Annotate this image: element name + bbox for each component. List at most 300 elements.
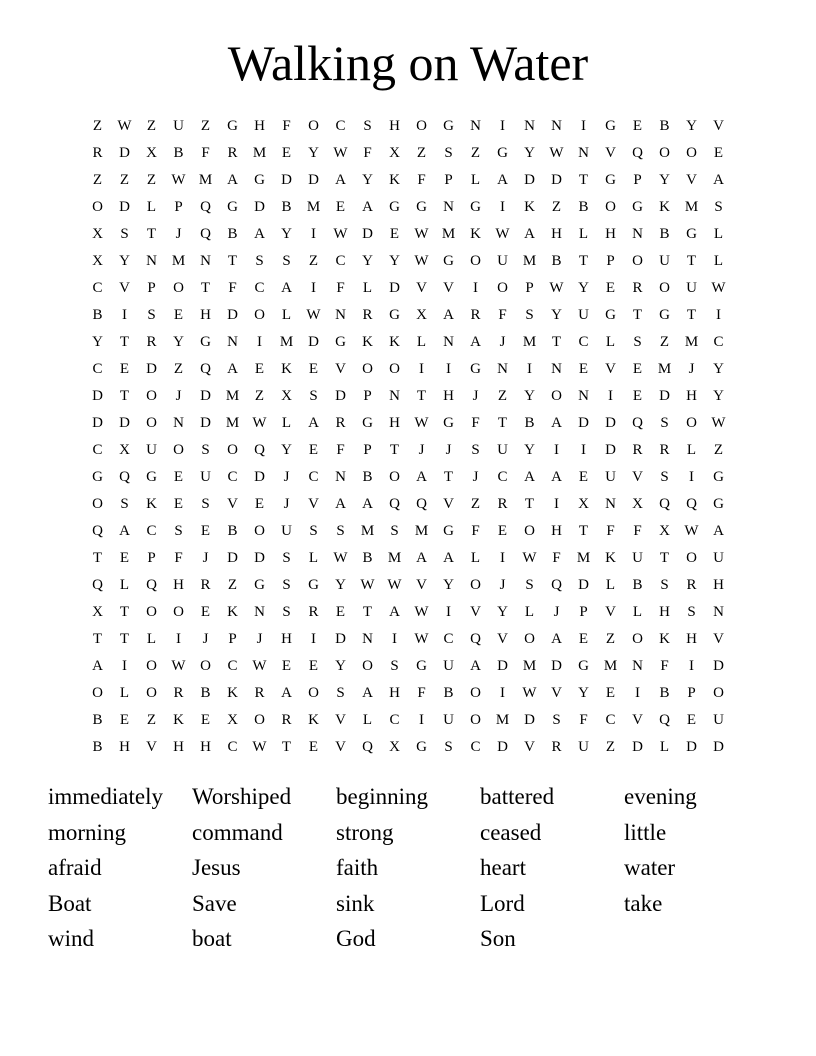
grid-cell[interactable]: C: [227, 658, 238, 674]
grid-cell[interactable]: C: [254, 280, 265, 296]
grid-cell[interactable]: I: [689, 658, 694, 674]
grid-cell[interactable]: T: [146, 226, 157, 242]
grid-cell[interactable]: O: [497, 280, 508, 296]
grid-cell[interactable]: D: [335, 631, 346, 647]
grid-cell[interactable]: J: [688, 361, 695, 377]
grid-cell[interactable]: M: [657, 361, 672, 377]
grid-cell[interactable]: L: [416, 334, 427, 350]
grid-cell[interactable]: M: [522, 253, 537, 269]
grid-cell[interactable]: I: [581, 118, 586, 134]
grid-cell[interactable]: C: [227, 469, 238, 485]
grid-cell[interactable]: W: [414, 631, 429, 647]
grid-cell[interactable]: D: [308, 172, 319, 188]
grid-cell[interactable]: V: [686, 172, 697, 188]
grid-cell[interactable]: H: [173, 577, 184, 593]
grid-cell[interactable]: B: [362, 550, 373, 566]
grid-cell[interactable]: J: [472, 388, 479, 404]
grid-cell[interactable]: J: [418, 442, 425, 458]
grid-cell[interactable]: F: [201, 145, 210, 161]
grid-cell[interactable]: D: [713, 658, 724, 674]
grid-cell[interactable]: D: [92, 388, 103, 404]
grid-cell[interactable]: W: [495, 226, 510, 242]
grid-cell[interactable]: P: [525, 280, 534, 296]
grid-cell[interactable]: T: [416, 388, 427, 404]
grid-cell[interactable]: F: [498, 307, 507, 323]
grid-cell[interactable]: V: [605, 145, 616, 161]
grid-cell[interactable]: J: [202, 631, 209, 647]
grid-cell[interactable]: K: [227, 604, 238, 620]
grid-cell[interactable]: G: [605, 172, 616, 188]
grid-cell[interactable]: D: [119, 145, 130, 161]
grid-cell[interactable]: Q: [200, 199, 211, 215]
grid-cell[interactable]: Q: [146, 577, 157, 593]
grid-cell[interactable]: S: [336, 523, 345, 539]
grid-cell[interactable]: B: [443, 685, 454, 701]
grid-cell[interactable]: Z: [470, 145, 481, 161]
grid-cell[interactable]: C: [227, 739, 238, 755]
grid-cell[interactable]: W: [414, 226, 429, 242]
grid-cell[interactable]: M: [225, 388, 240, 404]
grid-cell[interactable]: Q: [659, 712, 670, 728]
grid-cell[interactable]: B: [632, 577, 643, 593]
grid-cell[interactable]: O: [146, 415, 157, 431]
grid-cell[interactable]: E: [335, 199, 346, 215]
grid-cell[interactable]: O: [659, 280, 670, 296]
grid-cell[interactable]: B: [92, 307, 103, 323]
grid-cell[interactable]: D: [632, 739, 643, 755]
grid-cell[interactable]: S: [282, 577, 291, 593]
grid-cell[interactable]: G: [200, 334, 211, 350]
grid-cell[interactable]: B: [659, 685, 670, 701]
grid-cell[interactable]: T: [92, 631, 103, 647]
grid-cell[interactable]: D: [281, 172, 292, 188]
grid-cell[interactable]: O: [227, 442, 238, 458]
grid-cell[interactable]: D: [227, 550, 238, 566]
grid-cell[interactable]: G: [416, 739, 427, 755]
grid-cell[interactable]: I: [527, 361, 532, 377]
grid-cell[interactable]: N: [578, 145, 589, 161]
grid-cell[interactable]: H: [551, 226, 562, 242]
grid-cell[interactable]: Q: [416, 496, 427, 512]
grid-cell[interactable]: J: [283, 496, 290, 512]
grid-cell[interactable]: M: [684, 334, 699, 350]
grid-cell[interactable]: O: [659, 145, 670, 161]
grid-cell[interactable]: D: [497, 658, 508, 674]
grid-cell[interactable]: Q: [200, 361, 211, 377]
grid-cell[interactable]: U: [497, 253, 508, 269]
grid-cell[interactable]: T: [524, 496, 535, 512]
grid-cell[interactable]: T: [551, 334, 562, 350]
grid-cell[interactable]: T: [686, 253, 697, 269]
grid-cell[interactable]: I: [608, 388, 613, 404]
grid-cell[interactable]: G: [578, 658, 589, 674]
grid-cell[interactable]: X: [389, 145, 400, 161]
grid-cell[interactable]: K: [362, 334, 373, 350]
grid-cell[interactable]: L: [281, 307, 292, 323]
grid-cell[interactable]: D: [227, 307, 238, 323]
grid-cell[interactable]: N: [443, 334, 454, 350]
grid-cell[interactable]: A: [335, 496, 346, 512]
grid-cell[interactable]: X: [92, 226, 103, 242]
grid-cell[interactable]: B: [227, 226, 238, 242]
grid-cell[interactable]: E: [119, 712, 130, 728]
grid-cell[interactable]: G: [605, 118, 616, 134]
grid-cell[interactable]: T: [362, 604, 373, 620]
grid-cell[interactable]: E: [686, 712, 697, 728]
grid-cell[interactable]: L: [632, 604, 643, 620]
grid-cell[interactable]: Z: [254, 388, 265, 404]
grid-cell[interactable]: D: [578, 577, 589, 593]
grid-cell[interactable]: O: [470, 253, 481, 269]
grid-cell[interactable]: K: [389, 172, 400, 188]
grid-cell[interactable]: P: [363, 388, 372, 404]
grid-cell[interactable]: S: [444, 739, 453, 755]
grid-cell[interactable]: I: [581, 442, 586, 458]
grid-cell[interactable]: K: [281, 361, 292, 377]
grid-cell[interactable]: S: [282, 550, 291, 566]
grid-cell[interactable]: A: [551, 469, 562, 485]
grid-cell[interactable]: A: [335, 172, 346, 188]
grid-cell[interactable]: E: [308, 658, 319, 674]
grid-cell[interactable]: N: [605, 496, 616, 512]
grid-cell[interactable]: E: [578, 631, 589, 647]
grid-cell[interactable]: N: [713, 604, 724, 620]
grid-cell[interactable]: E: [200, 523, 211, 539]
grid-cell[interactable]: D: [254, 199, 265, 215]
grid-cell[interactable]: L: [605, 577, 616, 593]
grid-cell[interactable]: F: [471, 415, 480, 431]
grid-cell[interactable]: E: [173, 496, 184, 512]
grid-cell[interactable]: F: [174, 550, 183, 566]
grid-cell[interactable]: L: [281, 415, 292, 431]
grid-cell[interactable]: T: [659, 550, 670, 566]
grid-cell[interactable]: P: [579, 604, 588, 620]
grid-cell[interactable]: Y: [281, 442, 292, 458]
grid-cell[interactable]: S: [120, 496, 129, 512]
grid-cell[interactable]: A: [254, 226, 265, 242]
grid-cell[interactable]: G: [632, 199, 643, 215]
grid-cell[interactable]: S: [120, 226, 129, 242]
grid-cell[interactable]: B: [281, 199, 292, 215]
grid-cell[interactable]: D: [362, 226, 373, 242]
grid-cell[interactable]: Y: [524, 145, 535, 161]
grid-cell[interactable]: W: [684, 523, 699, 539]
grid-cell[interactable]: O: [686, 415, 697, 431]
grid-cell[interactable]: S: [282, 604, 291, 620]
grid-cell[interactable]: X: [578, 496, 589, 512]
grid-cell[interactable]: V: [632, 469, 643, 485]
grid-cell[interactable]: S: [282, 253, 291, 269]
grid-cell[interactable]: Z: [659, 334, 670, 350]
grid-cell[interactable]: B: [173, 145, 184, 161]
grid-cell[interactable]: I: [689, 469, 694, 485]
grid-cell[interactable]: O: [470, 685, 481, 701]
grid-cell[interactable]: T: [443, 469, 454, 485]
grid-cell[interactable]: S: [147, 307, 156, 323]
grid-cell[interactable]: S: [552, 712, 561, 728]
grid-cell[interactable]: H: [713, 577, 724, 593]
grid-cell[interactable]: W: [252, 739, 267, 755]
grid-cell[interactable]: V: [416, 280, 427, 296]
grid-cell[interactable]: G: [227, 199, 238, 215]
grid-cell[interactable]: O: [416, 118, 427, 134]
grid-cell[interactable]: T: [119, 631, 130, 647]
grid-cell[interactable]: R: [659, 442, 670, 458]
grid-cell[interactable]: V: [227, 496, 238, 512]
letter-grid[interactable]: [84, 113, 732, 761]
grid-cell[interactable]: Y: [119, 253, 130, 269]
grid-cell[interactable]: G: [308, 577, 319, 593]
grid-cell[interactable]: E: [254, 496, 265, 512]
grid-cell[interactable]: P: [174, 199, 183, 215]
grid-cell[interactable]: G: [470, 361, 481, 377]
grid-cell[interactable]: U: [632, 550, 643, 566]
grid-cell[interactable]: R: [254, 685, 265, 701]
grid-cell[interactable]: Y: [443, 577, 454, 593]
grid-cell[interactable]: Z: [200, 118, 211, 134]
grid-cell[interactable]: Q: [92, 577, 103, 593]
grid-cell[interactable]: K: [389, 334, 400, 350]
grid-cell[interactable]: N: [443, 199, 454, 215]
grid-cell[interactable]: Y: [281, 226, 292, 242]
grid-cell[interactable]: T: [389, 442, 400, 458]
grid-cell[interactable]: G: [389, 307, 400, 323]
grid-cell[interactable]: E: [173, 307, 184, 323]
grid-cell[interactable]: X: [416, 307, 427, 323]
grid-cell[interactable]: T: [119, 604, 130, 620]
grid-cell[interactable]: O: [524, 523, 535, 539]
grid-cell[interactable]: S: [633, 334, 642, 350]
grid-cell[interactable]: O: [389, 361, 400, 377]
grid-cell[interactable]: G: [335, 334, 346, 350]
grid-cell[interactable]: A: [227, 172, 238, 188]
grid-cell[interactable]: Y: [497, 604, 508, 620]
grid-cell[interactable]: B: [227, 523, 238, 539]
grid-cell[interactable]: D: [254, 469, 265, 485]
grid-cell[interactable]: U: [578, 307, 589, 323]
grid-cell[interactable]: A: [524, 469, 535, 485]
grid-cell[interactable]: V: [146, 739, 157, 755]
grid-cell[interactable]: W: [333, 550, 348, 566]
grid-cell[interactable]: Y: [335, 658, 346, 674]
grid-cell[interactable]: I: [500, 550, 505, 566]
grid-cell[interactable]: B: [659, 118, 670, 134]
grid-cell[interactable]: X: [227, 712, 238, 728]
grid-cell[interactable]: E: [281, 658, 292, 674]
grid-cell[interactable]: U: [659, 253, 670, 269]
grid-cell[interactable]: I: [311, 631, 316, 647]
grid-cell[interactable]: E: [308, 739, 319, 755]
grid-cell[interactable]: J: [202, 550, 209, 566]
grid-cell[interactable]: F: [363, 145, 372, 161]
grid-cell[interactable]: T: [686, 307, 697, 323]
grid-cell[interactable]: W: [414, 253, 429, 269]
grid-cell[interactable]: W: [117, 118, 132, 134]
grid-cell[interactable]: A: [362, 685, 373, 701]
grid-cell[interactable]: L: [119, 685, 130, 701]
grid-cell[interactable]: C: [605, 712, 616, 728]
grid-cell[interactable]: D: [119, 415, 130, 431]
grid-cell[interactable]: I: [311, 280, 316, 296]
grid-cell[interactable]: C: [470, 739, 481, 755]
grid-cell[interactable]: J: [445, 442, 452, 458]
grid-cell[interactable]: E: [308, 442, 319, 458]
grid-cell[interactable]: D: [659, 388, 670, 404]
grid-cell[interactable]: F: [471, 523, 480, 539]
grid-cell[interactable]: A: [281, 280, 292, 296]
grid-cell[interactable]: V: [335, 361, 346, 377]
grid-cell[interactable]: Z: [551, 199, 562, 215]
grid-cell[interactable]: S: [390, 523, 399, 539]
grid-cell[interactable]: N: [578, 388, 589, 404]
grid-cell[interactable]: I: [122, 658, 127, 674]
grid-cell[interactable]: K: [470, 226, 481, 242]
grid-cell[interactable]: S: [174, 523, 183, 539]
grid-cell[interactable]: D: [551, 172, 562, 188]
grid-cell[interactable]: I: [446, 361, 451, 377]
grid-cell[interactable]: W: [252, 415, 267, 431]
grid-cell[interactable]: O: [308, 685, 319, 701]
grid-cell[interactable]: A: [362, 199, 373, 215]
grid-cell[interactable]: L: [470, 172, 481, 188]
grid-cell[interactable]: H: [281, 631, 292, 647]
grid-cell[interactable]: W: [549, 280, 564, 296]
grid-cell[interactable]: Y: [524, 442, 535, 458]
grid-cell[interactable]: D: [605, 442, 616, 458]
grid-cell[interactable]: O: [470, 712, 481, 728]
grid-cell[interactable]: L: [713, 226, 724, 242]
grid-cell[interactable]: W: [522, 550, 537, 566]
grid-cell[interactable]: Z: [146, 118, 157, 134]
grid-cell[interactable]: W: [414, 604, 429, 620]
grid-cell[interactable]: P: [147, 280, 156, 296]
grid-cell[interactable]: Y: [686, 118, 697, 134]
grid-cell[interactable]: E: [308, 361, 319, 377]
grid-cell[interactable]: U: [443, 658, 454, 674]
grid-cell[interactable]: X: [92, 253, 103, 269]
grid-cell[interactable]: G: [416, 199, 427, 215]
grid-cell[interactable]: I: [554, 442, 559, 458]
grid-cell[interactable]: A: [389, 604, 400, 620]
grid-cell[interactable]: Z: [227, 577, 238, 593]
grid-cell[interactable]: J: [499, 577, 506, 593]
grid-cell[interactable]: P: [633, 172, 642, 188]
grid-cell[interactable]: V: [416, 577, 427, 593]
grid-cell[interactable]: L: [362, 280, 373, 296]
grid-cell[interactable]: A: [443, 550, 454, 566]
grid-cell[interactable]: G: [497, 145, 508, 161]
grid-cell[interactable]: G: [146, 469, 157, 485]
grid-cell[interactable]: O: [362, 658, 373, 674]
grid-cell[interactable]: K: [146, 496, 157, 512]
grid-cell[interactable]: F: [660, 658, 669, 674]
grid-cell[interactable]: T: [92, 550, 103, 566]
grid-cell[interactable]: G: [443, 253, 454, 269]
grid-cell[interactable]: L: [362, 712, 373, 728]
grid-cell[interactable]: A: [713, 523, 724, 539]
grid-cell[interactable]: B: [524, 415, 535, 431]
grid-cell[interactable]: O: [605, 199, 616, 215]
grid-cell[interactable]: O: [551, 388, 562, 404]
grid-cell[interactable]: G: [470, 199, 481, 215]
grid-cell[interactable]: Y: [362, 172, 373, 188]
grid-cell[interactable]: C: [146, 523, 157, 539]
grid-cell[interactable]: M: [279, 334, 294, 350]
grid-cell[interactable]: O: [146, 604, 157, 620]
grid-cell[interactable]: Q: [551, 577, 562, 593]
grid-cell[interactable]: L: [119, 577, 130, 593]
grid-cell[interactable]: A: [281, 685, 292, 701]
grid-cell[interactable]: R: [227, 145, 238, 161]
grid-cell[interactable]: J: [472, 469, 479, 485]
grid-cell[interactable]: Y: [524, 388, 535, 404]
grid-cell[interactable]: M: [252, 145, 267, 161]
grid-cell[interactable]: G: [686, 226, 697, 242]
grid-cell[interactable]: Y: [92, 334, 103, 350]
grid-cell[interactable]: Q: [119, 469, 130, 485]
grid-cell[interactable]: N: [497, 361, 508, 377]
grid-cell[interactable]: Z: [308, 253, 319, 269]
grid-cell[interactable]: N: [200, 253, 211, 269]
grid-cell[interactable]: I: [554, 496, 559, 512]
grid-cell[interactable]: C: [92, 442, 103, 458]
grid-cell[interactable]: D: [308, 334, 319, 350]
grid-cell[interactable]: M: [441, 226, 456, 242]
grid-cell[interactable]: G: [659, 307, 670, 323]
grid-cell[interactable]: O: [686, 550, 697, 566]
grid-cell[interactable]: F: [633, 523, 642, 539]
grid-cell[interactable]: W: [333, 226, 348, 242]
grid-cell[interactable]: I: [500, 685, 505, 701]
grid-cell[interactable]: Z: [713, 442, 724, 458]
grid-cell[interactable]: Q: [632, 145, 643, 161]
grid-cell[interactable]: D: [686, 739, 697, 755]
grid-cell[interactable]: O: [632, 253, 643, 269]
grid-cell[interactable]: U: [713, 712, 724, 728]
grid-cell[interactable]: T: [281, 739, 292, 755]
grid-cell[interactable]: W: [171, 172, 186, 188]
grid-cell[interactable]: E: [605, 685, 616, 701]
grid-cell[interactable]: W: [711, 280, 726, 296]
grid-cell[interactable]: R: [497, 496, 508, 512]
grid-cell[interactable]: B: [551, 253, 562, 269]
grid-cell[interactable]: H: [686, 631, 697, 647]
grid-cell[interactable]: L: [146, 199, 157, 215]
grid-cell[interactable]: P: [363, 442, 372, 458]
grid-cell[interactable]: Z: [497, 388, 508, 404]
grid-cell[interactable]: Z: [119, 172, 130, 188]
grid-cell[interactable]: A: [416, 550, 427, 566]
grid-cell[interactable]: N: [335, 469, 346, 485]
grid-cell[interactable]: K: [227, 685, 238, 701]
grid-cell[interactable]: O: [146, 388, 157, 404]
grid-cell[interactable]: M: [495, 712, 510, 728]
grid-cell[interactable]: R: [335, 415, 346, 431]
grid-cell[interactable]: T: [497, 415, 508, 431]
grid-cell[interactable]: R: [686, 577, 697, 593]
grid-cell[interactable]: F: [228, 280, 237, 296]
grid-cell[interactable]: S: [309, 388, 318, 404]
grid-cell[interactable]: K: [308, 712, 319, 728]
grid-cell[interactable]: H: [173, 739, 184, 755]
grid-cell[interactable]: E: [200, 712, 211, 728]
grid-cell[interactable]: X: [632, 496, 643, 512]
grid-cell[interactable]: R: [362, 307, 373, 323]
grid-cell[interactable]: E: [281, 145, 292, 161]
grid-cell[interactable]: B: [200, 685, 211, 701]
grid-cell[interactable]: V: [524, 739, 535, 755]
grid-cell[interactable]: D: [389, 280, 400, 296]
